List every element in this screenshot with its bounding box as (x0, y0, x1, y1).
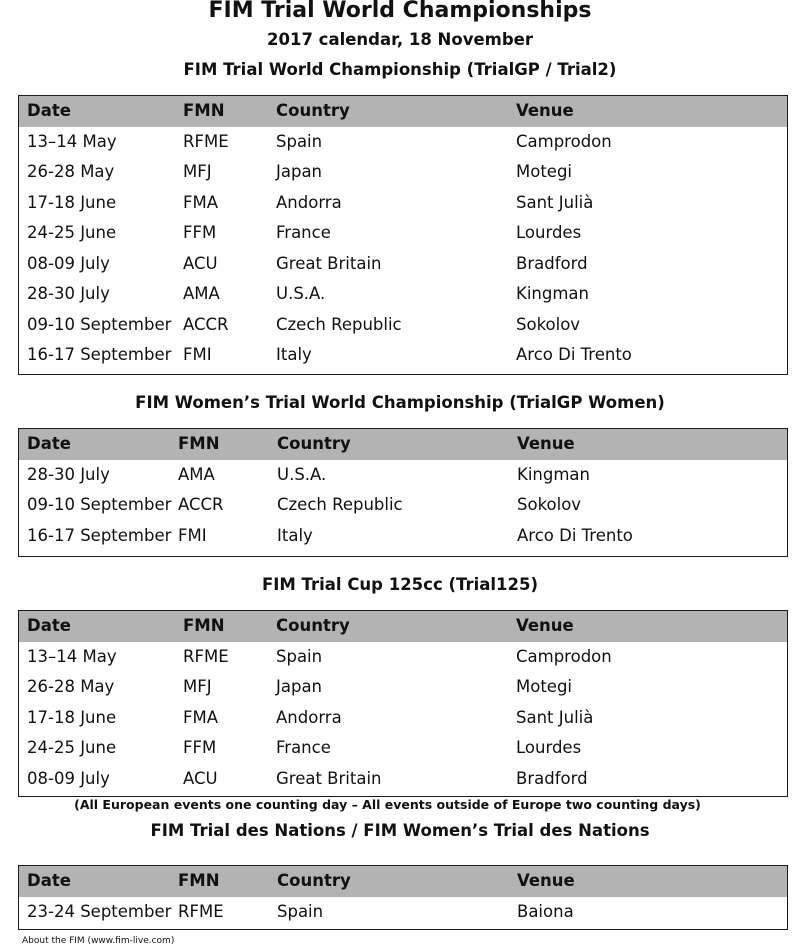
date-cell: 17-18 June (27, 192, 117, 212)
table-header (19, 611, 787, 642)
fmn-cell: FMI (178, 525, 207, 545)
fmn-cell: FMA (183, 192, 219, 212)
column-header-date: Date (27, 871, 71, 890)
venue-cell: Arco Di Trento (516, 345, 632, 364)
country-cell: Italy (276, 345, 312, 364)
country-cell: Great Britain (276, 253, 382, 273)
table-row (19, 521, 787, 552)
date-cell: 26-28 May (27, 677, 115, 696)
date-cell: 13–14 May (27, 131, 117, 151)
date-cell: 16-17 September (27, 525, 172, 545)
country-cell: Czech Republic (277, 495, 403, 514)
country-cell: Great Britain (276, 768, 382, 788)
column-header-country: Country (277, 434, 351, 453)
fmn-cell: RFME (183, 646, 229, 666)
country-cell: France (276, 223, 331, 242)
date-cell: 08-09 July (27, 768, 110, 788)
venue-cell: Kingman (517, 464, 590, 484)
venue-cell: Lourdes (516, 738, 582, 757)
column-header-date: Date (27, 101, 71, 120)
venue-cell: Sant Julià (516, 192, 594, 212)
table-row (19, 310, 787, 341)
table-header (19, 866, 787, 897)
fmn-cell: AMA (178, 464, 215, 484)
section-heading: FIM Trial Cup 125cc (Trial125) (261, 575, 539, 594)
fmn-cell: MFJ (183, 162, 212, 181)
footer-link[interactable]: About the FIM (www.fim-live.com) (22, 936, 175, 946)
country-cell: Spain (276, 646, 323, 666)
country-cell: Italy (277, 525, 313, 545)
table-header (19, 429, 787, 460)
country-cell: France (276, 738, 331, 757)
country-cell: Spain (276, 131, 323, 151)
venue-cell: Arco Di Trento (517, 525, 633, 545)
venue-cell: Camprodon (516, 131, 612, 151)
date-cell: 17-18 June (27, 707, 117, 727)
table-row (19, 127, 787, 158)
calendar-table (18, 610, 788, 797)
date-cell: 09-10 September (27, 314, 172, 334)
column-header-country: Country (276, 101, 350, 120)
table-row (19, 188, 787, 219)
section-heading: FIM Women’s Trial World Championship (TrialGP Women) (135, 393, 665, 412)
venue-cell: Bradford (516, 253, 588, 273)
column-header-venue: Venue (516, 616, 574, 635)
table-row (19, 764, 787, 795)
date-cell: 13–14 May (27, 646, 117, 666)
column-header-fmn: FMN (183, 616, 225, 635)
country-cell: Spain (277, 901, 324, 921)
date-cell: 09-10 September (27, 495, 172, 514)
table-row (19, 157, 787, 188)
date-cell: 23-24 September (27, 901, 172, 921)
calendar-table (18, 428, 788, 557)
date-cell: 24-25 June (27, 223, 117, 242)
venue-cell: Sant Julià (516, 707, 594, 727)
fmn-cell: AMA (183, 284, 220, 303)
fmn-cell: ACU (183, 253, 218, 273)
table-row (19, 218, 787, 249)
table-row (19, 249, 787, 280)
counting-days-note: (All European events one counting day – All events outside of Europe two counting days) (74, 797, 701, 812)
column-header-venue: Venue (517, 434, 575, 453)
table-row (19, 460, 787, 491)
table-row (19, 340, 787, 371)
fmn-cell: ACU (183, 768, 218, 788)
section-heading: FIM Trial des Nations / FIM Women’s Trial des Nations (150, 821, 650, 840)
venue-cell: Baiona (517, 901, 574, 921)
venue-cell: Kingman (516, 284, 589, 303)
table-row (19, 733, 787, 764)
venue-cell: Sokolov (516, 314, 581, 334)
calendar-table (18, 865, 788, 930)
column-header-date: Date (27, 434, 71, 453)
venue-cell: Bradford (516, 768, 588, 788)
country-cell: Japan (276, 677, 323, 696)
calendar-table (18, 95, 788, 375)
table-row (19, 897, 787, 928)
date-cell: 24-25 June (27, 738, 117, 757)
document-subtitle: 2017 calendar, 18 November (267, 30, 533, 49)
fmn-cell: RFME (178, 901, 224, 921)
column-header-venue: Venue (517, 871, 575, 890)
country-cell: Czech Republic (276, 314, 402, 334)
fmn-cell: RFME (183, 131, 229, 151)
venue-cell: Camprodon (516, 646, 612, 666)
venue-cell: Sokolov (517, 495, 582, 514)
document-title: FIM Trial World Championships (208, 0, 592, 23)
date-cell: 28-30 July (27, 464, 110, 484)
date-cell: 08-09 July (27, 253, 110, 273)
table-row (19, 703, 787, 734)
country-cell: U.S.A. (276, 284, 326, 303)
date-cell: 16-17 September (27, 345, 172, 364)
fmn-cell: ACCR (178, 495, 224, 514)
column-header-fmn: FMN (178, 871, 220, 890)
fmn-cell: FFM (183, 223, 217, 242)
country-cell: Andorra (276, 707, 342, 727)
table-header (19, 96, 787, 127)
table-row (19, 279, 787, 310)
country-cell: Japan (276, 162, 323, 181)
table-row (19, 672, 787, 703)
fmn-cell: ACCR (183, 314, 229, 334)
date-cell: 26-28 May (27, 162, 115, 181)
column-header-country: Country (277, 871, 351, 890)
venue-cell: Lourdes (516, 223, 582, 242)
date-cell: 28-30 July (27, 284, 110, 303)
column-header-fmn: FMN (183, 101, 225, 120)
table-row (19, 490, 787, 521)
country-cell: Andorra (276, 192, 342, 212)
column-header-date: Date (27, 616, 71, 635)
section-heading: FIM Trial World Championship (TrialGP / Trial2) (183, 60, 617, 79)
venue-cell: Motegi (516, 677, 573, 696)
column-header-country: Country (276, 616, 350, 635)
fmn-cell: FMA (183, 707, 219, 727)
fmn-cell: FFM (183, 738, 217, 757)
country-cell: U.S.A. (277, 464, 327, 484)
fmn-cell: FMI (183, 345, 212, 364)
fmn-cell: MFJ (183, 677, 212, 696)
column-header-venue: Venue (516, 101, 574, 120)
column-header-fmn: FMN (178, 434, 220, 453)
table-row (19, 642, 787, 673)
venue-cell: Motegi (516, 162, 573, 181)
